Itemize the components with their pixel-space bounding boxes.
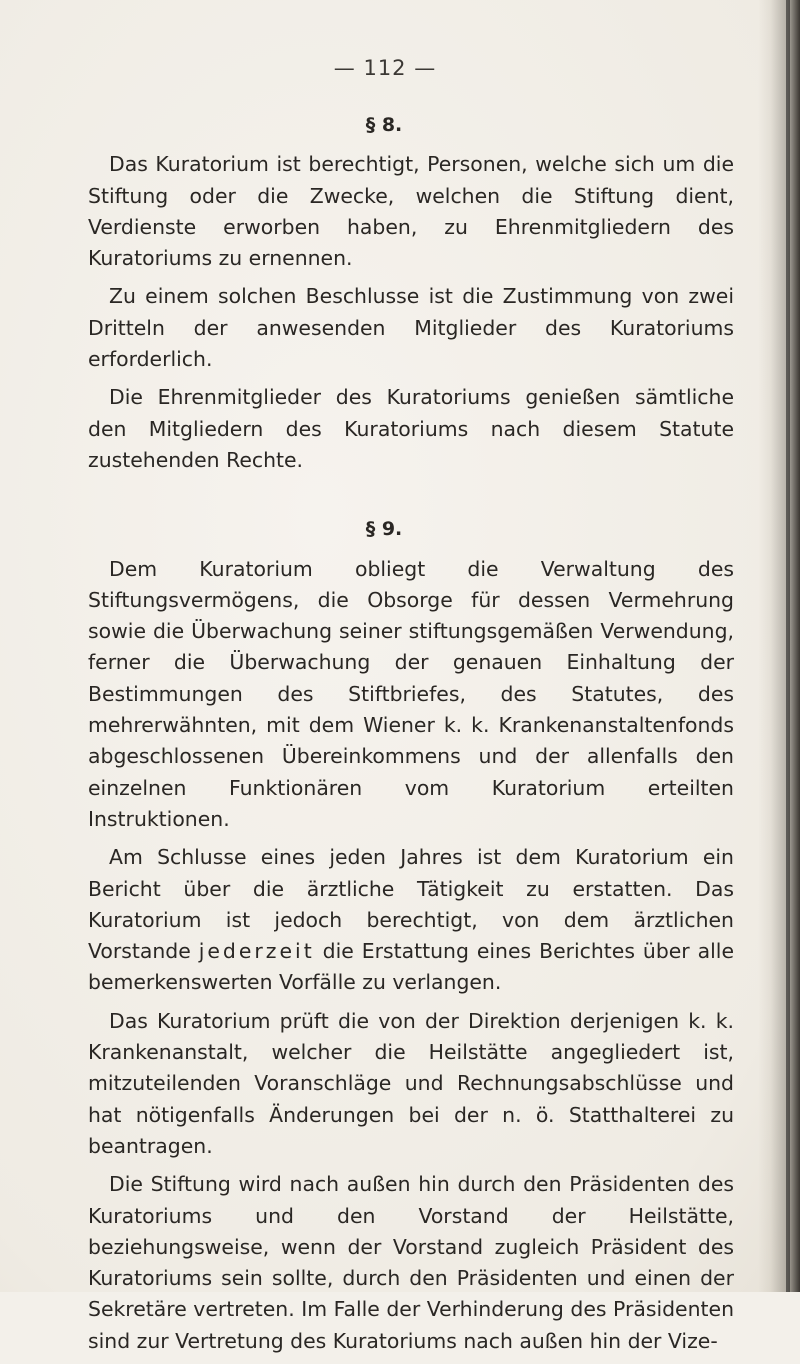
paragraph-text: die Erstattung eines Berichtes über alle bemerkenswerten Vorfälle zu verlangen.: [88, 939, 734, 995]
book-binding-edge: [758, 0, 800, 1292]
paragraph: [88, 842, 734, 998]
page-number: — 112 —: [333, 56, 437, 80]
paragraph: Die Ehrenmitglieder des Kuratoriums genießen sämtliche den Mitgliedern des Kuratoriums nach diesem Statute zustehenden Rechte.: [88, 385, 734, 472]
paragraph: Dem Kuratorium obliegt die Verwaltung des Stiftungsvermögens, die Obsorge für dessen Vermehrung sowie die Überwachung seiner stiftungsgemäßen Verwendung, ferner die Überwachung der genauen Einhaltung der Bestimmungen des Stiftbriefes, des Statutes, des mehrerwähnten, mit dem Wiener k. k. Krankenanstaltenfonds abgeschlossenen Übereinkommens und der allenfalls den einzelnen Funktionären vom Kuratorium erteilten Instruktionen.: [88, 556, 734, 831]
emphasized-word: jederzeit: [198, 939, 315, 964]
section-heading-8: § 8.: [365, 114, 403, 136]
body-text: [88, 110, 734, 1364]
paragraph: Die Stiftung wird nach außen hin durch den Präsidenten des Kuratoriums und den Vorstand der Heilstätte, beziehungsweise, wenn der Vorstand zugleich Präsident des Kuratoriums sein sollte, durch den Präsidenten und einen der Sekretäre vertreten. Im Falle der Verhinderung des Präsidenten sind zur Vertretung des Kuratoriums nach außen hin der Vize-: [88, 1172, 734, 1353]
paragraph: Zu einem solchen Beschlusse ist die Zustimmung von zwei Dritteln der anwesenden Mitglieder des Kuratoriums erforderlich.: [88, 284, 734, 372]
paragraph: Das Kuratorium ist berechtigt, Personen, welche sich um die Stiftung oder die Zwecke, welchen die Stiftung dient, Verdienste erworben haben, zu Ehrenmitgliedern des Kuratoriums zu ernennen.: [88, 152, 734, 271]
paragraph-text: Am Schlusse eines jeden Jahres ist dem Kuratorium ein Bericht über die ärztliche Tätigkeit zu erstatten. Das Kuratorium ist jedoch berechtigt, von dem ärztlichen Vorstande: [88, 845, 734, 964]
paragraph: Das Kuratorium prüft die von der Direktion derjenigen k. k. Krankenanstalt, welcher die Heilstätte angegliedert ist, mitzuteilenden Voranschläge und Rechnungsabschlüsse und hat nötigenfalls Änderungen bei der n. ö. Statthalterei zu beantragen.: [88, 1008, 734, 1158]
section-heading-9: § 9.: [365, 518, 403, 541]
